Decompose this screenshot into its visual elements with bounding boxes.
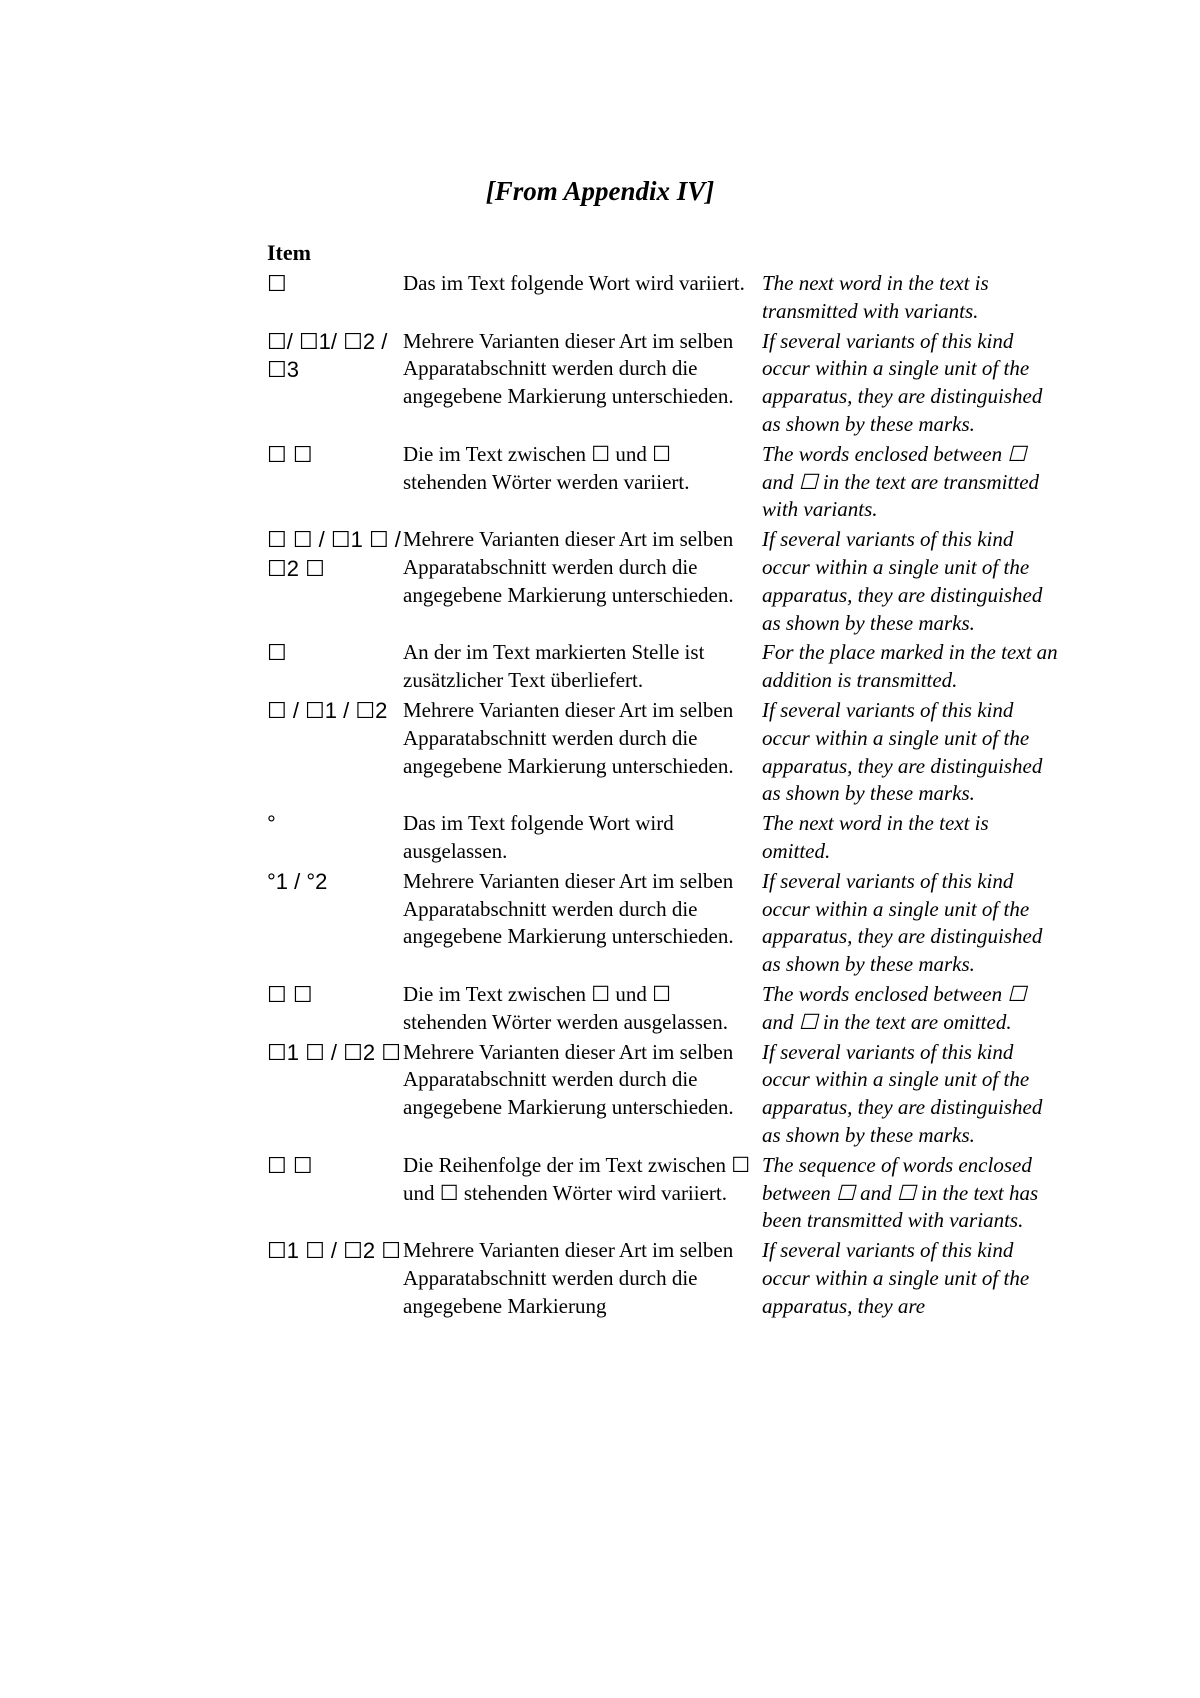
table-row xyxy=(267,1039,1062,1152)
english-description: The next word in the text is omitted. xyxy=(762,811,989,863)
table-row xyxy=(267,441,1062,526)
german-description: Mehrere Varianten dieser Art im selben Apparatabschnitt werden durch die angegebene Markierung xyxy=(403,1238,734,1318)
table-row xyxy=(267,981,1062,1039)
apparatus-symbol: °1 / °2 xyxy=(267,868,328,894)
table-row xyxy=(267,1237,1062,1322)
symbol-cell xyxy=(267,697,403,810)
symbol-cell xyxy=(267,328,403,441)
english-description: The words enclosed between ☐ and ☐ in the text are transmitted with variants. xyxy=(762,441,1040,522)
german-description: An der im Text markierten Stelle ist zusätzlicher Text überliefert. xyxy=(403,640,705,693)
table-row xyxy=(267,328,1062,441)
apparatus-symbol: ° xyxy=(267,811,276,837)
apparatus-symbol: ☐1 ☐ / ☐2 ☐ xyxy=(267,1238,401,1264)
english-description: The next word in the text is transmitted with variants. xyxy=(762,271,989,323)
german-description: Mehrere Varianten dieser Art im selben Apparatabschnitt werden durch die angegebene Markierung unterschieden. xyxy=(403,697,734,778)
table-row xyxy=(267,697,1062,810)
symbol-cell xyxy=(267,810,403,868)
symbol-cell xyxy=(267,981,403,1039)
german-description: Mehrere Varianten dieser Art im selben Apparatabschnitt werden durch die angegebene Markierung unterschieden. xyxy=(403,527,734,607)
apparatus-symbol: ☐ ☐ xyxy=(267,981,313,1007)
apparatus-symbol: ☐ / ☐1 / ☐2 xyxy=(267,697,388,723)
apparatus-symbol: ☐ ☐ xyxy=(267,1152,313,1178)
symbol-cell xyxy=(267,270,403,328)
english-description: If several variants of this kind occur within a single unit of the apparatus, they are distinguished as shown by these marks. xyxy=(762,697,1043,806)
symbol-cell xyxy=(267,868,403,981)
german-description: Das im Text folgende Wort wird variiert. xyxy=(403,271,745,295)
english-description: If several variants of this kind occur within a single unit of the apparatus, they are distinguished as shown by these marks. xyxy=(762,868,1043,977)
english-description: If several variants of this kind occur within a single unit of the apparatus, they are xyxy=(762,1238,1030,1318)
german-description: Mehrere Varianten dieser Art im selben Apparatabschnitt werden durch die angegebene Markierung unterschieden. xyxy=(403,328,734,409)
symbol-cell xyxy=(267,1237,403,1322)
german-description: Die im Text zwischen ☐ und ☐ stehenden Wörter werden ausgelassen. xyxy=(403,981,728,1034)
apparatus-symbol: ☐ ☐ xyxy=(267,441,313,467)
table-row xyxy=(267,810,1062,868)
apparatus-symbol: ☐1 ☐ / ☐2 ☐ xyxy=(267,1039,401,1065)
english-description: If several variants of this kind occur within a single unit of the apparatus, they are distinguished as shown by these marks. xyxy=(762,1039,1043,1147)
page-title: [From Appendix IV] xyxy=(485,176,715,206)
german-description: Die im Text zwischen ☐ und ☐ stehenden Wörter werden variiert. xyxy=(403,441,690,494)
table-row xyxy=(267,1152,1062,1237)
english-description: If several variants of this kind occur within a single unit of the apparatus, they are distinguished as shown by these marks. xyxy=(762,527,1043,635)
german-description: Die Reihenfolge der im Text zwischen ☐ und ☐ stehenden Wörter wird variiert. xyxy=(403,1152,751,1205)
apparatus-symbol: ☐ xyxy=(267,640,287,666)
symbol-cell xyxy=(267,441,403,526)
english-description: For the place marked in the text an addition is transmitted. xyxy=(762,640,1058,693)
table-row xyxy=(267,868,1062,981)
english-description: If several variants of this kind occur within a single unit of the apparatus, they are distinguished as shown by these marks. xyxy=(762,328,1043,436)
symbol-cell xyxy=(267,1152,403,1237)
apparatus-symbol: ☐ ☐ / ☐1 ☐ / ☐2 ☐ xyxy=(267,527,401,581)
symbol-cell xyxy=(267,639,403,697)
item-column-header: Item xyxy=(267,240,311,265)
english-description: The words enclosed between ☐ and ☐ in the text are omitted. xyxy=(762,981,1027,1034)
apparatus-symbol: ☐ xyxy=(267,271,287,296)
table-row xyxy=(267,526,1062,639)
english-description: The sequence of words enclosed between ☐ and ☐ in the text has been transmitted with variants. xyxy=(762,1152,1039,1233)
table-row xyxy=(267,270,1062,328)
german-description: Das im Text folgende Wort wird ausgelassen. xyxy=(403,811,674,863)
apparatus-symbol: ☐/ ☐1/ ☐2 / ☐3 xyxy=(267,328,388,383)
apparatus-table xyxy=(267,270,1062,1322)
symbol-cell xyxy=(267,1039,403,1152)
symbol-cell xyxy=(267,526,403,639)
german-description: Mehrere Varianten dieser Art im selben Apparatabschnitt werden durch die angegebene Markierung unterschieden. xyxy=(403,868,734,949)
german-description: Mehrere Varianten dieser Art im selben Apparatabschnitt werden durch die angegebene Markierung unterschieden. xyxy=(403,1039,734,1120)
table-row xyxy=(267,639,1062,697)
